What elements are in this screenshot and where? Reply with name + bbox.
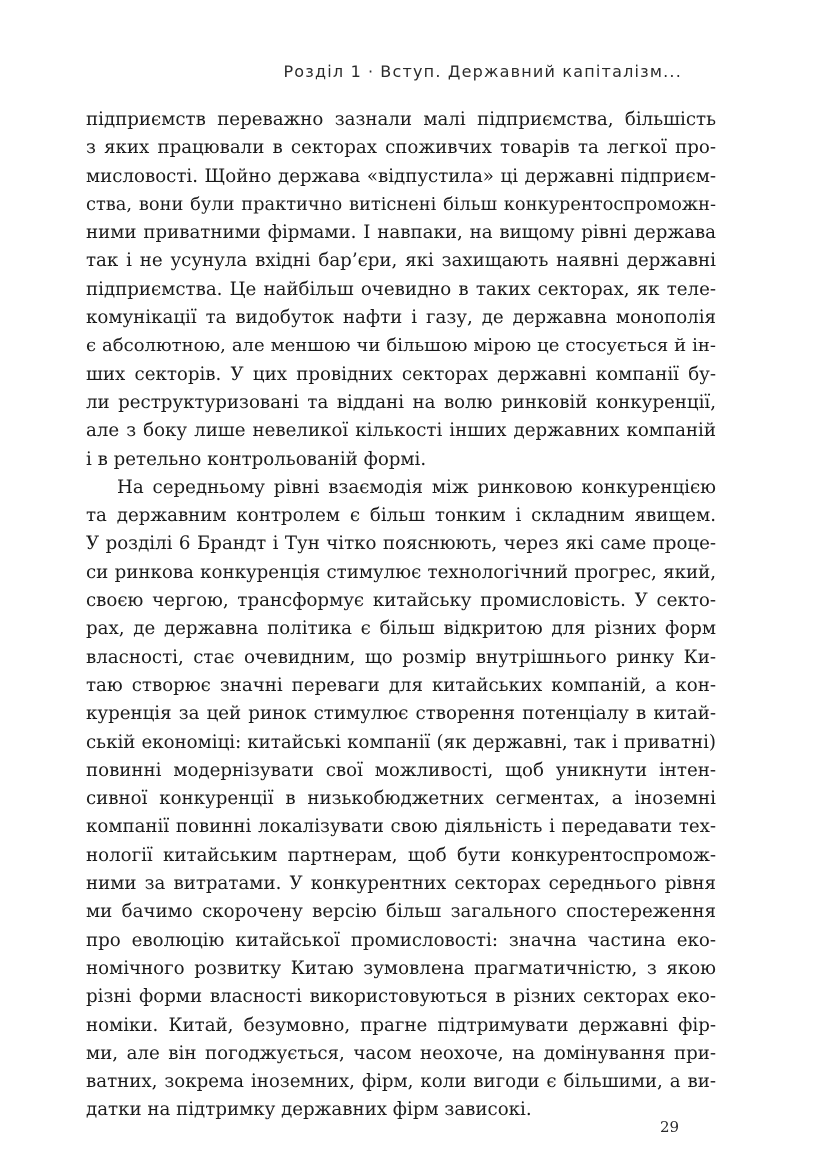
running-head-separator: · (368, 62, 375, 81)
text-line: компанії повинні локалізувати свою діяльність і передавати тех- (86, 816, 716, 838)
paragraph (86, 106, 716, 474)
text-line: комунікації та видобуток нафти і газу, де державна монополія (86, 307, 716, 329)
text-line: ми бачимо скорочену версію більш загального спостереження (86, 901, 716, 923)
paragraph (86, 474, 716, 1125)
text-line: ними приватними фірмами. І навпаки, на вищому рівні держава (86, 222, 716, 244)
text-line: У розділі 6 Брандт і Тун чітко пояснюють, через які саме проце- (86, 533, 716, 555)
text-line: ській економіці: китайські компанії (як державні, так і приватні) (86, 731, 716, 753)
text-line: різні форми власності використовуються в різних секторах еко- (86, 986, 716, 1008)
body-text (86, 106, 716, 1125)
text-line: з яких працювали в секторах споживчих товарів та легкої про- (86, 137, 716, 159)
text-line: є абсолютною, але меншою чи більшою мірою це стосується й ін- (86, 335, 716, 357)
text-line: нології китайським партнерам, щоб бути конкурентоспромож- (86, 844, 716, 866)
text-line: номічного розвитку Китаю зумовлена прагматичністю, з якою (86, 957, 716, 979)
text-line: сивної конкуренції в низькобюджетних сегментах, а іноземні (86, 788, 716, 810)
text-line: та державним контролем є більш тонким і складним явищем. (86, 505, 716, 527)
text-line: куренція за цей ринок стимулює створення потенціалу в китай- (86, 703, 716, 725)
text-line: ними за витратами. У конкурентних секторах середнього рівня (86, 873, 716, 895)
text-line: рах, де державна політика є більш відкритою для різних форм (86, 618, 716, 640)
text-line: підприємства. Це найбільш очевидно в таких секторах, як теле- (86, 278, 716, 300)
text-line: номіки. Китай, безумовно, прагне підтримувати державні фір- (86, 1014, 716, 1036)
text-line: повинні модернізувати свої можливості, щоб уникнути інтен- (86, 759, 716, 781)
running-head-title: Вступ. Державний капіталізм... (380, 62, 682, 81)
text-line: підприємств переважно зазнали малі підприємства, більшість (86, 109, 716, 130)
page-number: 29 (660, 1118, 680, 1136)
running-head (283, 62, 682, 81)
text-line: ства, вони були практично витіснені більш конкурентоспроможн- (86, 193, 716, 215)
text-line: ми, але він погоджується, часом неохоче, на домінування при- (86, 1042, 716, 1064)
text-line: ли реструктуризовані та віддані на волю ринковій конкуренції, (86, 391, 716, 413)
text-line: таю створює значні переваги для китайських компаній, а кон- (86, 674, 716, 696)
text-line: датки на підтримку державних фірм зависокі. (86, 1099, 532, 1121)
text-line: мисловості. Щойно держава «відпустила» ці державні підприєм- (86, 165, 716, 187)
text-line: і в ретельно контрольованій формі. (86, 448, 427, 470)
text-line: так і не усунула вхідні бар’єри, які захищають наявні державні (86, 250, 716, 272)
text-line: си ринкова конкуренція стимулює технологічний прогрес, який, (86, 561, 716, 583)
text-line: ватних, зокрема іноземних, фірм, коли вигоди є більшими, а ви- (86, 1071, 716, 1093)
text-line: ших секторів. У цих провідних секторах державні компанії бу- (86, 363, 716, 385)
text-line: своєю чергою, трансформує китайську промисловість. У секто- (86, 590, 716, 612)
text-line: На середньому рівні взаємодія між ринковою конкуренцією (117, 476, 716, 498)
text-line: про еволюцію китайської промисловості: значна частина еко- (86, 929, 716, 951)
running-head-chapter: Розділ 1 (283, 62, 362, 81)
text-line: власності, стає очевидним, що розмір внутрішнього ринку Ки- (86, 646, 716, 668)
text-line: але з боку лише невеликої кількості інших державних компаній (86, 420, 716, 442)
